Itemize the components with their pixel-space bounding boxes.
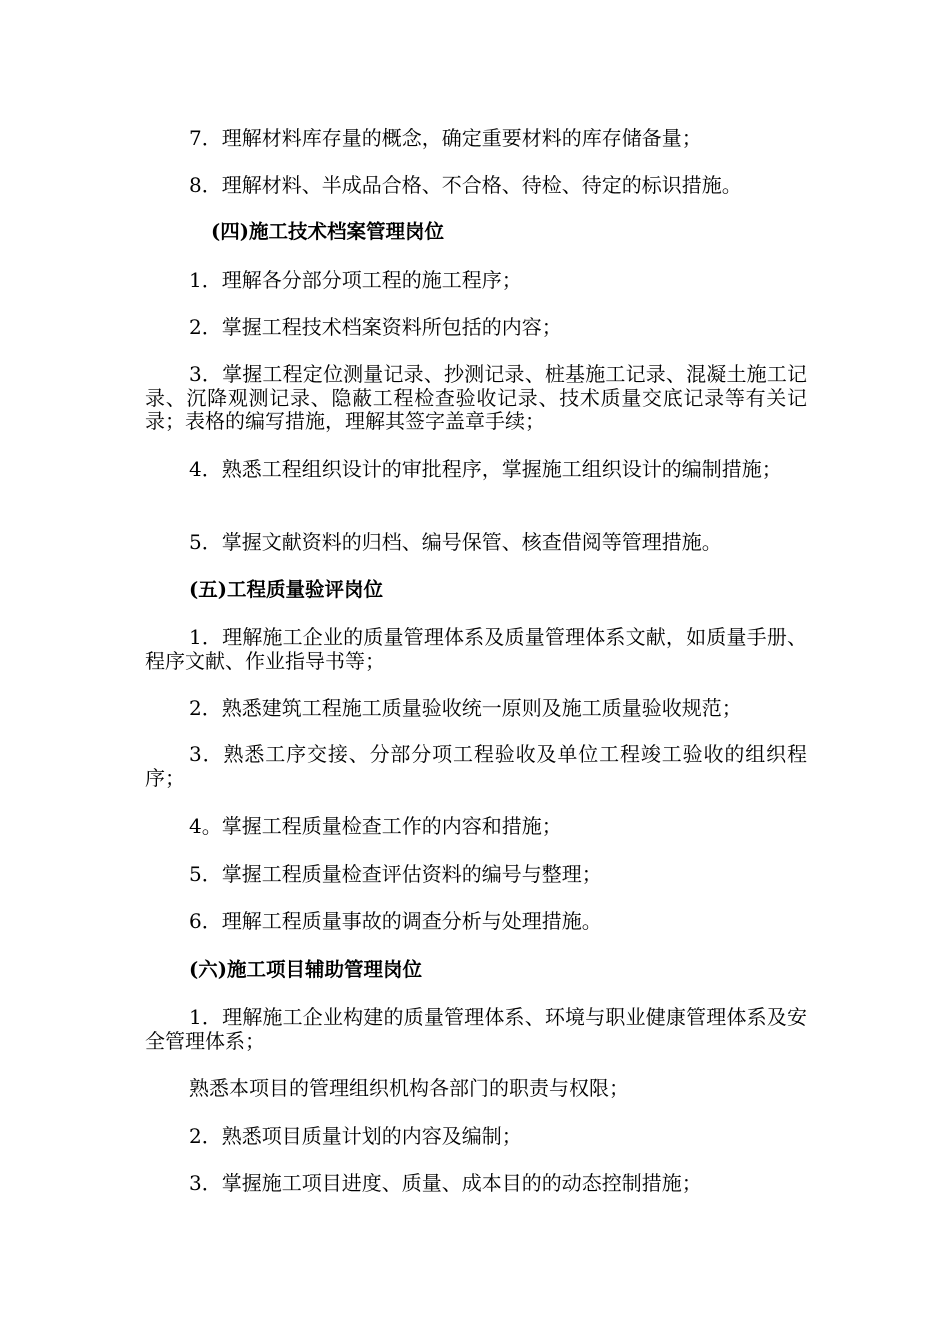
list-item: 熟悉本项目的管理组织机构各部门的职责与权限；: [189, 1076, 629, 1100]
list-item: 2．掌握工程技术档案资料所包括的内容；: [189, 315, 562, 339]
list-item: 8．理解材料、半成品合格、不合格、待检、待定的标识措施。: [189, 173, 742, 197]
list-item: 3．掌握施工项目进度、质量、成本目的的动态控制措施；: [189, 1171, 702, 1195]
list-item: 1．理解施工企业的质量管理体系及质量管理体系文献，如质量手册、程序文献、作业指导书等；: [145, 625, 807, 673]
section-heading: (四)施工技术档案管理岗位: [211, 220, 444, 243]
list-item: 2．熟悉项目质量计划的内容及编制；: [189, 1124, 522, 1148]
list-item: 5．掌握文献资料的归档、编号保管、核查借阅等管理措施。: [189, 530, 722, 554]
list-item: 6．理解工程质量事故的调查分析与处理措施。: [189, 909, 602, 933]
list-item: 5．掌握工程质量检查评估资料的编号与整理；: [189, 862, 602, 886]
section-heading: (六)施工项目辅助管理岗位: [189, 958, 422, 981]
list-item: 3．掌握工程定位测量记录、抄测记录、桩基施工记录、混凝土施工记录、沉降观测记录、隐蔽工程检查验收记录、技术质量交底记录等有关记录；表格的编写措施，理解其签字盖章手续；: [145, 362, 807, 433]
list-item: 1．理解各分部分项工程的施工程序；: [189, 268, 522, 292]
list-item: 4．熟悉工程组织设计的审批程序，掌握施工组织设计的编制措施；: [189, 457, 782, 481]
list-item: 2．熟悉建筑工程施工质量验收统一原则及施工质量验收规范；: [189, 696, 742, 720]
list-item: 3．熟悉工序交接、分部分项工程验收及单位工程竣工验收的组织程序；: [145, 742, 807, 790]
list-item: 1．理解施工企业构建的质量管理体系、环境与职业健康管理体系及安全管理体系；: [145, 1005, 807, 1053]
list-item: 4。掌握工程质量检查工作的内容和措施；: [189, 814, 562, 838]
list-item: 7．理解材料库存量的概念，确定重要材料的库存储备量；: [189, 126, 702, 150]
section-heading: (五)工程质量验评岗位: [189, 578, 383, 601]
